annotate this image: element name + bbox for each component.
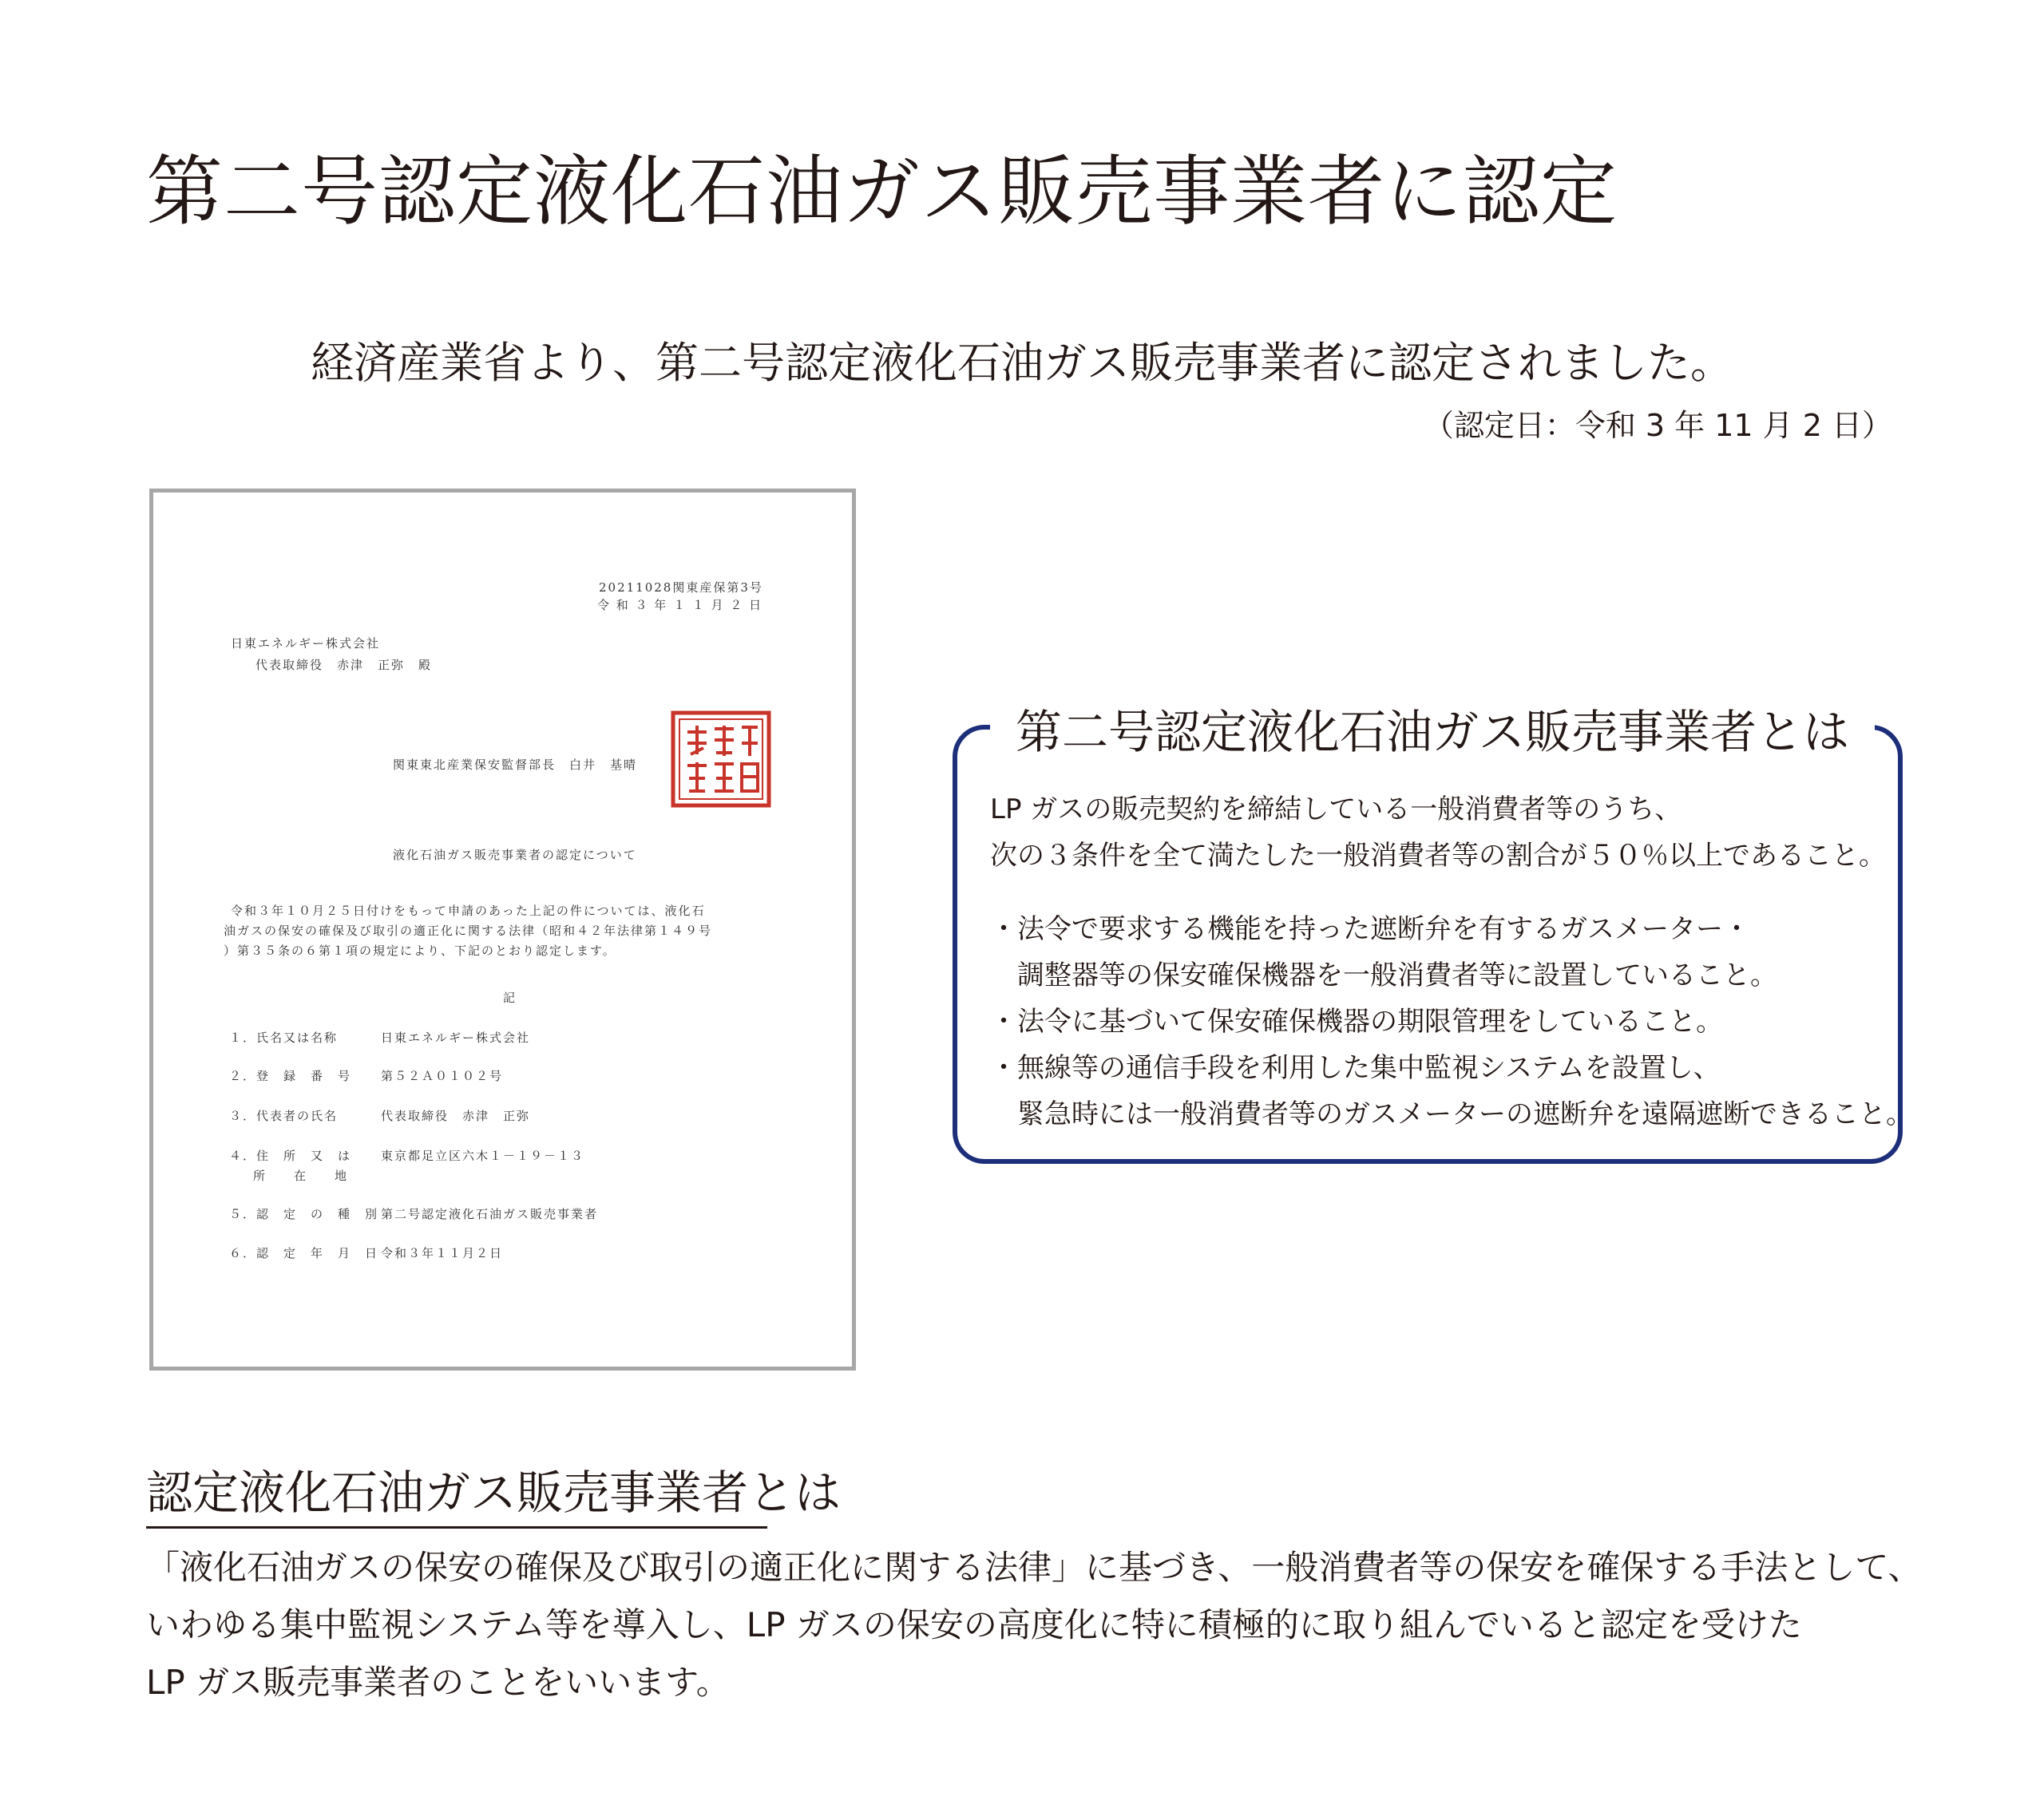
lead-text: 経済産業省より、第二号認定液化石油ガス販売事業者に認定されました。 (311, 338, 1733, 388)
definition-condition: 緊急時には一般消費者等のガスメーターの遮断弁を遠隔遮断できること。 (1017, 1098, 1913, 1130)
definition-intro-line: 次の３条件を全て満たした一般消費者等の割合が５０％以上であること。 (990, 840, 1886, 872)
cert-recipient-company: 日東エネルギー株式会社 (231, 636, 381, 651)
page-title: 第二号認定液化石油ガス販売事業者に認定 (146, 147, 1618, 236)
cert-item-label: ５．認 定 の 種 別 (229, 1207, 379, 1221)
cert-item-label: 所 在 地 (253, 1169, 349, 1183)
cert-ref-number: 20211028関東産保第3号 (599, 580, 763, 595)
definition-intro-line: LP ガスの販売契約を締結している一般消費者等のうち、 (990, 793, 1682, 825)
cert-item-value: 第５２Ａ０１０２号 (381, 1069, 504, 1083)
section-line: いわゆる集中監視システム等を導入し、LP ガスの保安の高度化に特に積極的に取り組んでいると認定を受けた (146, 1605, 1802, 1644)
cert-item-label: ３．代表者の氏名 (229, 1109, 339, 1123)
cert-item-value: 日東エネルギー株式会社 (381, 1031, 531, 1045)
cert-body-line: 令和３年１０月２５日付けをもって申請のあった上記の件については、液化石 (231, 904, 706, 918)
cert-issuer: 関東東北産業保安監督部長 白井 基晴 (393, 758, 638, 772)
definition-condition: ・法令に基づいて保安確保機器の期限管理をしていること。 (990, 1006, 1723, 1038)
definition-condition: ・無線等の通信手段を利用した集中監視システムを設置し、 (990, 1052, 1721, 1084)
section-body (146, 1539, 1921, 1711)
cert-issue-date: 令 和 ３ 年 １ １ 月 ２ 日 (597, 598, 763, 612)
definition-body (990, 786, 1913, 1137)
cert-item-label: ２．登 録 番 号 (229, 1069, 352, 1083)
official-seal-icon (668, 708, 774, 810)
section-heading: 認定液化石油ガス販売事業者とは (146, 1466, 842, 1520)
cert-body-line: 油ガスの保安の確保及び取引の適正化に関する法律（昭和４２年法律第１４９号 (224, 924, 713, 938)
cert-item-value: 代表取締役 赤津 正弥 (381, 1109, 531, 1123)
cert-body-line: ）第３５条の６第１項の規定により、下記のとおり認定します。 (224, 944, 616, 958)
definition-title: 第二号認定液化石油ガス販売事業者とは (990, 696, 1875, 768)
cert-ki: 記 (503, 991, 517, 1005)
cert-item-label: ４．住 所 又 は (229, 1149, 352, 1163)
section-heading-underline (146, 1526, 767, 1529)
cert-item-value: 第二号認定液化石油ガス販売事業者 (381, 1207, 599, 1221)
cert-subject: 液化石油ガス販売事業者の認定について (393, 848, 637, 862)
certification-date: （認定日：令和 3 年 11 月 2 日） (1423, 408, 1892, 443)
cert-item-label: ６．認 定 年 月 日 (229, 1246, 379, 1260)
definition-condition: 調整器等の保安確保機器を一般消費者等に設置していること。 (1017, 959, 1777, 991)
cert-recipient-person: 代表取締役 赤津 正弥 殿 (256, 658, 433, 672)
certificate-image (149, 489, 856, 1371)
section-line: 「液化石油ガスの保安の確保及び取引の適正化に関する法律」に基づき、一般消費者等の保安を確保する手法として、 (146, 1548, 1922, 1587)
definition-condition: ・法令で要求する機能を持った遮断弁を有するガスメーター・ (990, 913, 1750, 945)
cert-item-value: 東京都足立区六木１－１９－１３ (381, 1149, 585, 1163)
cert-item-value: 令和３年１１月２日 (381, 1246, 504, 1260)
cert-item-label: １．氏名又は名称 (229, 1031, 339, 1045)
section-line: LP ガス販売事業者のことをいいます。 (146, 1663, 730, 1702)
